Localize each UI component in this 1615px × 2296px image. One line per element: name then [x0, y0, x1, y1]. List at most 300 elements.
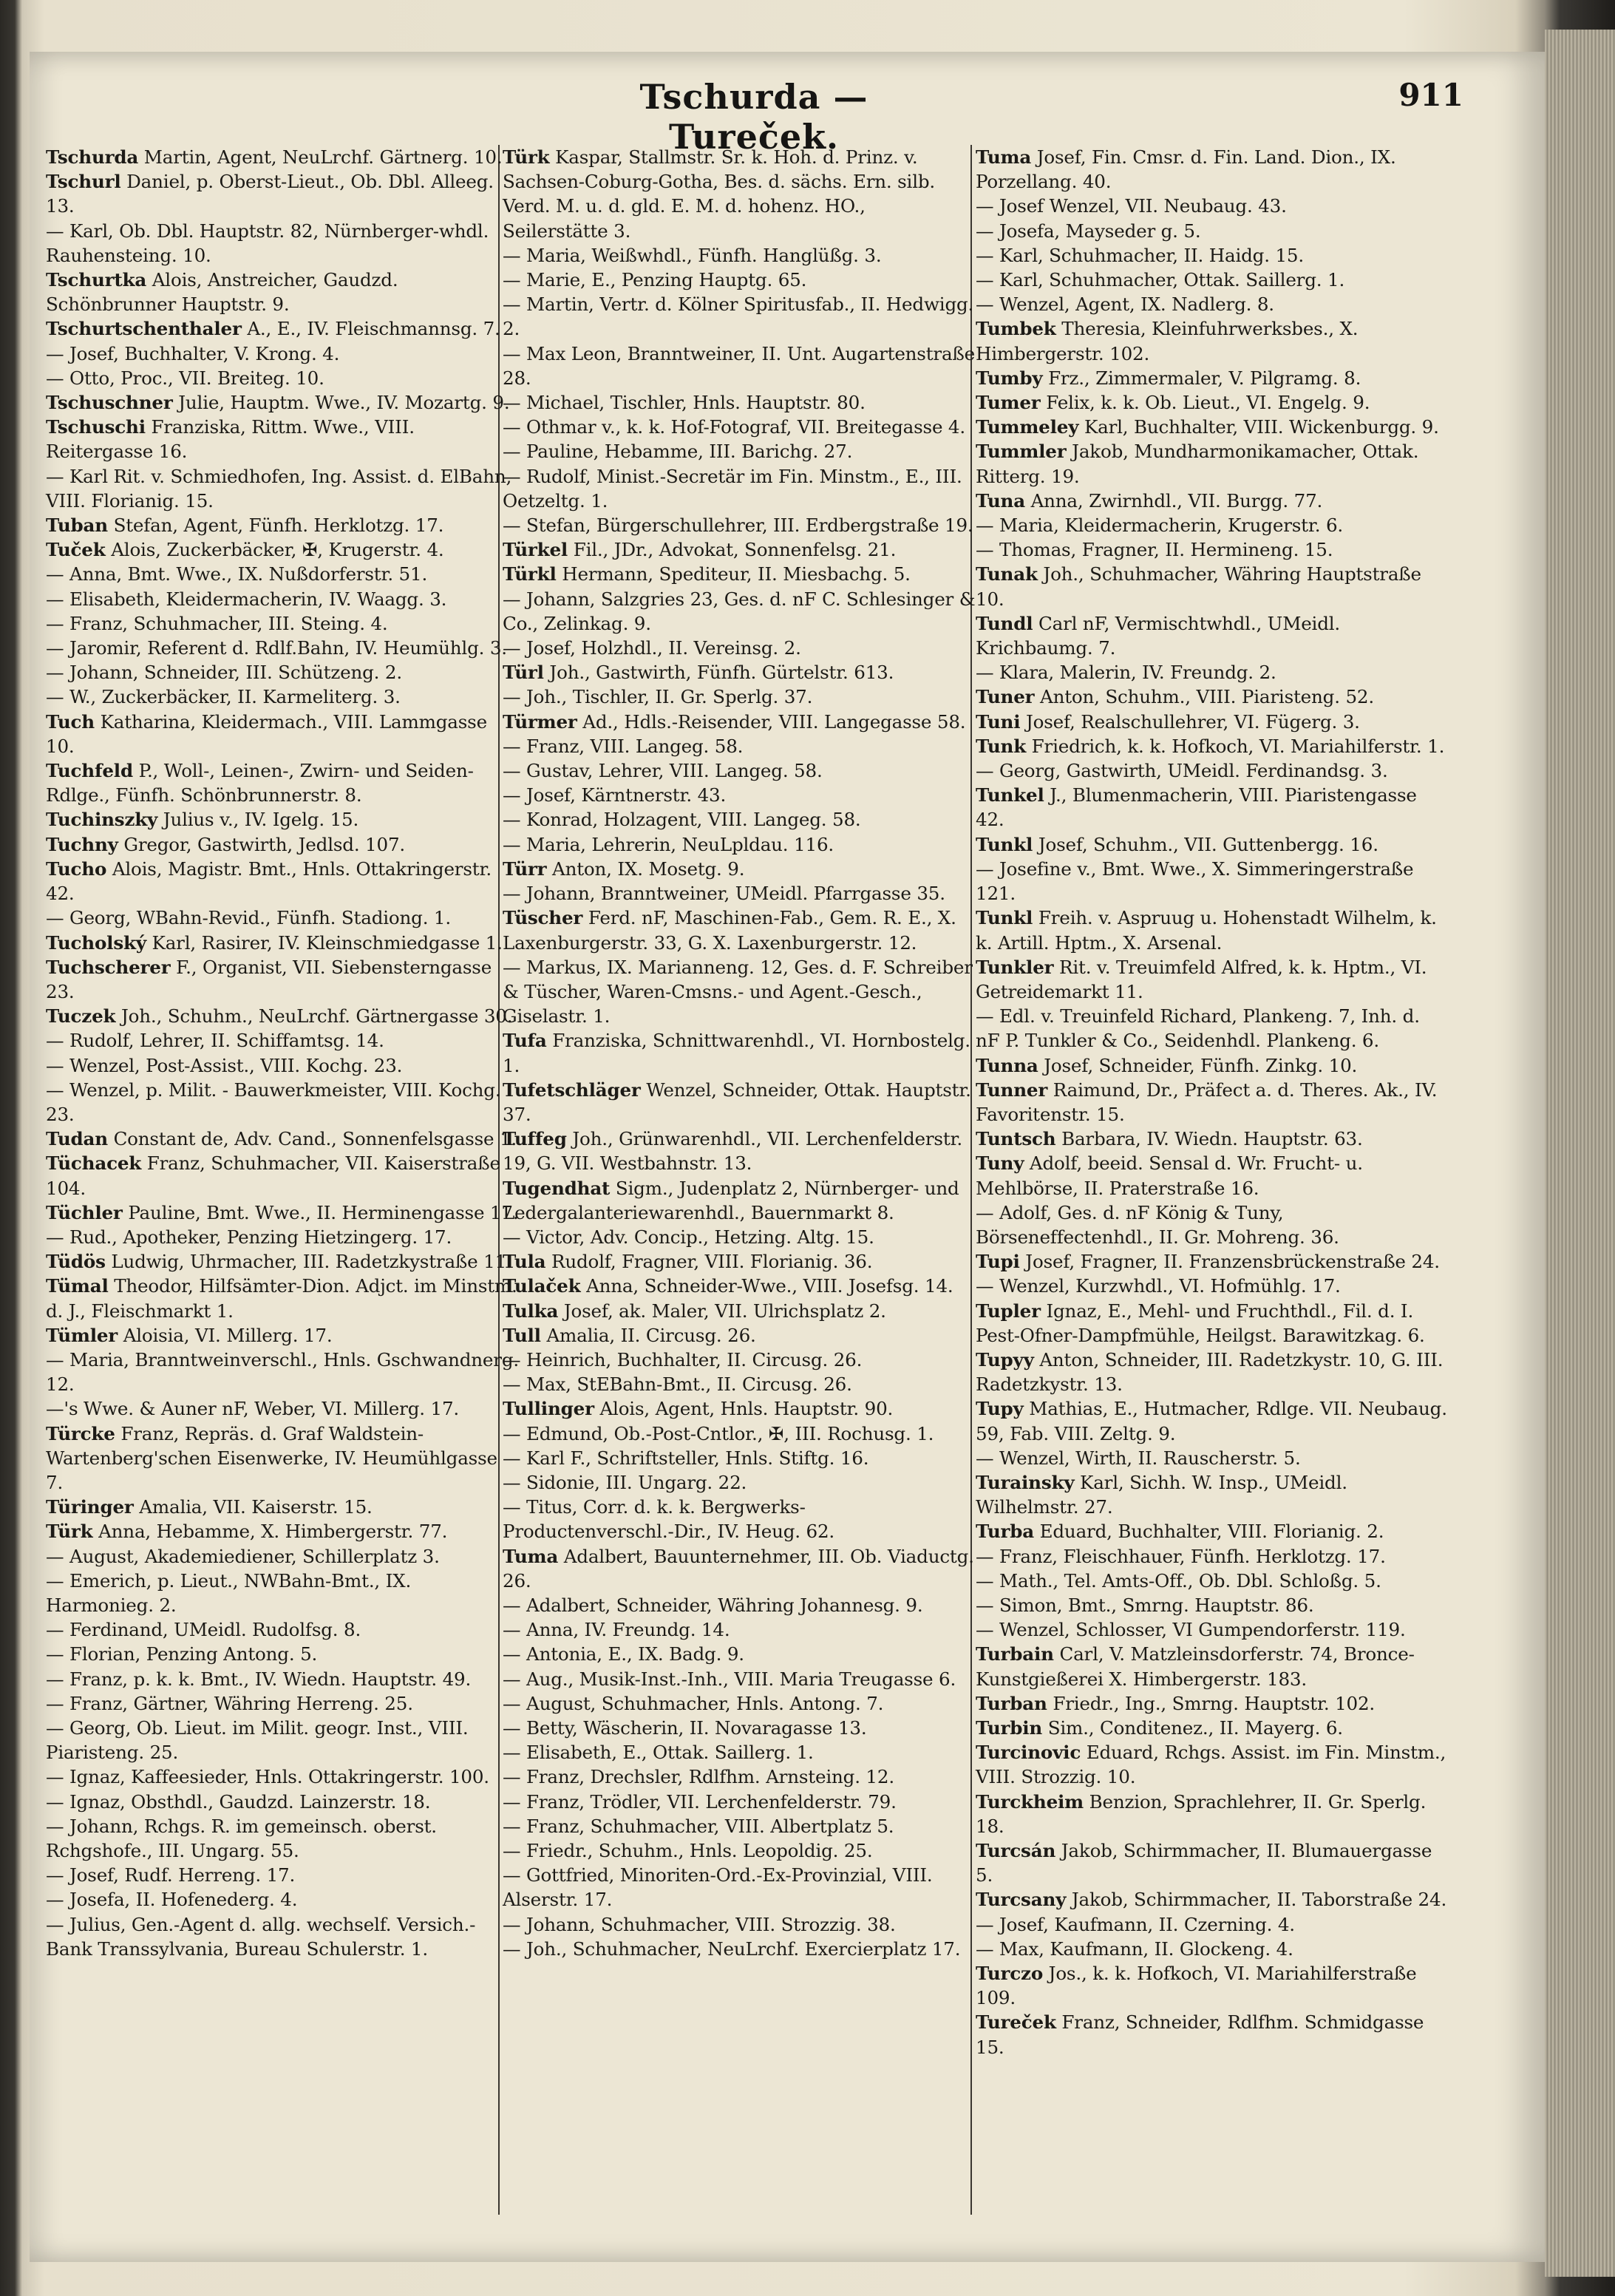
entry-surname: Türkl [503, 563, 557, 585]
directory-entry [503, 1495, 976, 1543]
entry-details: Ad., Hdls.-Reisender, VIII. Langegasse 58. [582, 710, 966, 733]
entry-surname: Tüchacek [46, 1152, 142, 1175]
directory-entry [503, 513, 976, 537]
directory-entry [503, 906, 976, 954]
entry-details: Franz, Schuhmacher, VII. Kaiserstraße 104. [46, 1152, 500, 1199]
directory-entry [503, 1937, 976, 1961]
entry-surname: Tschurl [46, 171, 121, 193]
directory-column-1 [46, 145, 519, 1961]
entry-details: — Sidonie, III. Ungarg. 22. [503, 1471, 747, 1493]
entry-surname: Tüchler [46, 1201, 123, 1223]
directory-entry [503, 562, 976, 586]
directory-entry [46, 316, 519, 341]
directory-entry [503, 710, 976, 734]
directory-entry [976, 955, 1449, 1004]
entry-details: Eduard, Buchhalter, VIII. Florianig. 2. [1039, 1521, 1384, 1543]
entry-details: — Simon, Bmt., Smrng. Hauptstr. 86. [976, 1594, 1314, 1616]
entry-details: — Karl Rit. v. Schmiedhofen, Ing. Assist. d. ElBahn, VIII. Florianig. 15. [46, 465, 512, 512]
entry-surname: Tschuschi [46, 416, 146, 438]
entry-details: F., Organist, VII. Siebensterngasse 23. [46, 956, 492, 1002]
entry-details: Friedrich, k. k. Hofkoch, VI. Mariahilferstr. 1. [1031, 735, 1445, 757]
directory-column-2 [503, 145, 976, 1961]
entry-details: — Max, Kaufmann, II. Glockeng. 4. [976, 1937, 1293, 1960]
entry-details: — Emerich, p. Lieut., NWBahn-Bmt., IX. Harmonieg. 2. [46, 1569, 412, 1616]
directory-entry [46, 1790, 519, 1814]
entry-details: — Josefa, II. Hofenederg. 4. [46, 1889, 298, 1911]
entry-surname: Tuchscherer [46, 956, 171, 978]
entry-details: Ignaz, E., Mehl- und Fruchthdl., Fil. d. I. Pest-Ofner-Dampfmühle, Heilgst. Barawitzkag. 6. [976, 1300, 1425, 1346]
page-edges [1545, 30, 1615, 2277]
entry-details: — Florian, Penzing Antong. 5. [46, 1643, 318, 1665]
directory-entry [976, 1004, 1449, 1053]
entry-surname: Tulka [503, 1300, 559, 1322]
entry-details: — August, Akademiediener, Schillerplatz 3. [46, 1545, 440, 1567]
entry-surname: Tunkl [976, 833, 1033, 855]
entry-details: Adalbert, Bauunternehmer, III. Ob. Viaductg. 26. [503, 1545, 974, 1592]
directory-entry [46, 219, 519, 268]
entry-details: Fil., JDr., Advokat, Sonnenfelsg. 21. [573, 539, 897, 561]
directory-column-3 [976, 145, 1449, 2059]
entry-details: Carl nF, Vermischtwhdl., UMeidl. Krichbaumg. 7. [976, 612, 1341, 659]
entry-surname: Tuna [976, 489, 1025, 512]
directory-entry [46, 758, 519, 807]
entry-surname: Tuny [976, 1152, 1024, 1175]
directory-entry [503, 1274, 976, 1298]
entry-surname: Turckheim [976, 1790, 1084, 1813]
entry-surname: Tummler [976, 441, 1067, 463]
entry-details: Ludwig, Uhrmacher, III. Radetzkystraße 11. [111, 1251, 512, 1273]
entry-details: — Georg, WBahn-Revid., Fünfh. Stadiong. 1. [46, 907, 451, 929]
entry-surname: Tumbek [976, 318, 1056, 340]
entry-details: — Edl. v. Treuinfeld Richard, Plankeng. 7, Inh. d. nF P. Tunkler & Co., Seidenhdl. Plankeng. 6. [976, 1005, 1420, 1052]
entry-details: — Pauline, Hebamme, III. Barichg. 27. [503, 441, 853, 463]
directory-entry [46, 366, 519, 390]
entry-surname: Tunkler [976, 956, 1054, 978]
directory-entry [46, 1274, 519, 1322]
directory-entry [503, 1470, 976, 1495]
entry-details: Josef, ak. Maler, VII. Ulrichsplatz 2. [563, 1300, 886, 1322]
directory-entry [976, 1470, 1449, 1519]
entry-details: — Gottfried, Minoriten-Ord.-Ex-Provinzial, VIII. Alserstr. 17. [503, 1864, 933, 1911]
entry-details: Theodor, Hilfsämter-Dion. Adjct. im Minstm. d. J., Fleischmarkt 1. [46, 1275, 517, 1322]
entry-details: — Franz, Fleischhauer, Fünfh. Herklotzg. 17. [976, 1545, 1386, 1567]
directory-entry [976, 2010, 1449, 2059]
entry-details: — Josef, Kaufmann, II. Czerning. 4. [976, 1913, 1295, 1935]
entry-surname: Tupy [976, 1398, 1024, 1420]
entry-surname: Tuch [46, 710, 95, 733]
directory-entry [503, 439, 976, 463]
entry-surname: Tupyy [976, 1348, 1034, 1371]
entry-details: Alois, Zuckerbäcker, ✠, Krugerstr. 4. [111, 539, 444, 561]
directory-entry [976, 1642, 1449, 1691]
directory-entry [46, 636, 519, 660]
entry-surname: Tunk [976, 735, 1027, 757]
entry-details: — Maria, Weißwhdl., Fünfh. Hanglüßg. 3. [503, 244, 882, 266]
directory-entry [976, 194, 1449, 218]
directory-entry [503, 415, 976, 439]
entry-details: Franziska, Rittm. Wwe., VIII. Reitergasse 16. [46, 416, 415, 463]
directory-entry [503, 1372, 976, 1396]
directory-entry [503, 685, 976, 709]
entry-details: — Franz, p. k. k. Bmt., IV. Wiedn. Hauptstr. 49. [46, 1668, 472, 1690]
directory-entry [976, 390, 1449, 415]
entry-surname: Türl [503, 662, 544, 684]
entry-surname: Tuner [976, 686, 1035, 708]
entry-details: Jakob, Schirmmacher, II. Taborstraße 24. [1071, 1889, 1447, 1911]
entry-details: Pauline, Bmt. Wwe., II. Herminengasse 17. [128, 1201, 519, 1223]
entry-details: Franz, Schneider, Rdlfhm. Schmidgasse 15. [976, 2011, 1424, 2058]
entry-details: — Edmund, Ob.-Post-Cntlor., ✠, III. Rochusg. 1. [503, 1422, 934, 1444]
entry-surname: Tunner [976, 1079, 1048, 1101]
entry-details: — Johann, Schneider, III. Schützeng. 2. [46, 662, 402, 684]
directory-entry [976, 1078, 1449, 1127]
entry-surname: Tufetschläger [503, 1079, 641, 1101]
entry-details: — Anna, IV. Freundg. 14. [503, 1619, 730, 1641]
entry-surname: Tumer [976, 392, 1041, 414]
entry-details: Martin, Agent, NeuLrchf. Gärtnerg. 10. [143, 146, 503, 168]
directory-entry [503, 464, 976, 513]
directory-entry [976, 292, 1449, 316]
running-head: Tschurda — Tureček. [639, 77, 868, 157]
entry-details: — Aug., Musik-Inst.-Inh., VIII. Maria Treugasse 6. [503, 1668, 956, 1690]
directory-entry [46, 513, 519, 537]
entry-details: — Wenzel, Schlosser, VI Gumpendorferstr. 119. [976, 1619, 1406, 1641]
entry-surname: Tüdös [46, 1251, 106, 1273]
entry-details: — Ignaz, Kaffeesieder, Hnls. Ottakringerstr. 100. [46, 1766, 489, 1788]
entry-surname: Tuchny [46, 833, 118, 855]
directory-entry [46, 1642, 519, 1666]
entry-details: — Marie, E., Penzing Hauptg. 65. [503, 269, 807, 291]
entry-details: J., Blumenmacherin, VIII. Piaristengasse 42. [976, 784, 1417, 831]
entry-surname: Tunkel [976, 784, 1044, 806]
entry-surname: Tümler [46, 1324, 118, 1346]
directory-entry [503, 1249, 976, 1274]
directory-entry [46, 342, 519, 366]
entry-details: — Heinrich, Buchhalter, II. Circusg. 26. [503, 1348, 863, 1371]
directory-entry [503, 955, 976, 1029]
directory-entry [46, 1396, 519, 1421]
directory-entry [503, 1912, 976, 1937]
directory-entry [46, 1887, 519, 1912]
entry-details: — Max Leon, Branntweiner, II. Unt. Augartenstraße 28. [503, 342, 976, 389]
entry-details: — Adolf, Ges. d. nF König & Tuny, Börseneffectenhdl., II. Gr. Mohreng. 36. [976, 1201, 1339, 1248]
directory-entry [503, 660, 976, 685]
directory-entry [46, 1225, 519, 1249]
directory-entry [46, 685, 519, 709]
entry-details: Josef, Realschullehrer, VI. Fügerg. 3. [1025, 710, 1360, 733]
entry-details: — Franz, Trödler, VII. Lerchenfelderstr. 79. [503, 1790, 897, 1813]
entry-surname: Tuban [46, 514, 108, 537]
directory-entry [503, 1642, 976, 1666]
directory-entry [976, 415, 1449, 439]
entry-details: Rudolf, Fragner, VIII. Florianig. 36. [551, 1251, 873, 1273]
directory-entry [503, 1396, 976, 1421]
entry-details: — Josef, Holzhdl., II. Vereinsg. 2. [503, 637, 801, 659]
directory-entry [46, 562, 519, 586]
directory-entry [976, 758, 1449, 783]
entry-details: — Gustav, Lehrer, VIII. Langeg. 58. [503, 760, 823, 782]
entry-details: Anton, Schuhm., VIII. Piaristeng. 52. [1040, 686, 1374, 708]
entry-surname: Tupi [976, 1251, 1020, 1273]
directory-entry [503, 1422, 976, 1446]
directory-entry [976, 1593, 1449, 1617]
entry-details: Mathias, E., Hutmacher, Rdlge. VII. Neubaug. 59, Fab. VIII. Zeltg. 9. [976, 1398, 1447, 1444]
entry-details: — Ignaz, Obsthdl., Gaudzd. Lainzerstr. 18. [46, 1790, 431, 1813]
directory-entry [976, 316, 1449, 365]
entry-details: Joh., Grünwarenhdl., VII. Lerchenfelderstr. 19, G. VII. Westbahnstr. 13. [503, 1128, 962, 1175]
entry-details: — Rudolf, Lehrer, II. Schiffamtsg. 14. [46, 1030, 384, 1052]
entry-details: Ferd. nF, Maschinen-Fab., Gem. R. E., X. Laxenburgerstr. 33, G. X. Laxenburgerstr. 12. [503, 907, 956, 954]
entry-surname: Turcinovic [976, 1742, 1081, 1764]
directory-entry [976, 366, 1449, 390]
directory-entry [976, 783, 1449, 832]
entry-surname: Turainsky [976, 1471, 1075, 1493]
directory-entry [503, 1790, 976, 1814]
entry-surname: Turcsán [976, 1840, 1056, 1862]
entry-details: Karl, Sichh. W. Insp., UMeidl. Wilhelmstr. 27. [976, 1471, 1347, 1518]
entry-details: Alois, Magistr. Bmt., Hnls. Ottakringerstr. 42. [46, 857, 492, 905]
directory-entry [976, 1127, 1449, 1151]
entry-details: Raimund, Dr., Präfect a. d. Theres. Ak., IV. Favoritenstr. 15. [976, 1079, 1438, 1125]
directory-entry [976, 489, 1449, 513]
directory-entry [976, 1053, 1449, 1078]
entry-details: Amalia, II. Circusg. 26. [546, 1324, 756, 1346]
entry-details: — Johann, Salzgries 23, Ges. d. nF C. Schlesinger & Co., Zelinkag. 9. [503, 588, 976, 634]
directory-entry [976, 832, 1449, 857]
entry-details: Constant de, Adv. Cand., Sonnenfelsgasse 1. [113, 1128, 517, 1150]
entry-surname: Tummeley [976, 416, 1079, 438]
directory-entry [976, 1691, 1449, 1716]
entry-details: — Maria, Kleidermacherin, Krugerstr. 6. [976, 514, 1344, 537]
directory-entry [503, 1446, 976, 1470]
entry-details: Joh., Schuhm., NeuLrchf. Gärtnergasse 30. [120, 1005, 513, 1028]
directory-entry [503, 268, 976, 292]
entry-surname: Tuntsch [976, 1128, 1056, 1150]
entry-details: Benzion, Sprachlehrer, II. Gr. Sperlg. 18. [976, 1790, 1427, 1837]
directory-entry [46, 1667, 519, 1691]
entry-details: — Karl, Schuhmacher, Ottak. Saillerg. 1. [976, 269, 1345, 291]
entry-details: — Johann, Branntweiner, UMeidl. Pfarrgasse 35. [503, 883, 945, 905]
entry-details: — Markus, IX. Marianneng. 12, Ges. d. F. Schreiber & Tüscher, Waren-Cmsns.- und Agent.-Gesch., Giselastr. 1. [503, 956, 973, 1028]
entry-surname: Tufa [503, 1030, 547, 1052]
directory-entry [46, 1323, 519, 1348]
entry-details: — Joh., Schuhmacher, NeuLrchf. Exercierplatz 17. [503, 1937, 961, 1960]
entry-surname: Tuček [46, 539, 106, 561]
entry-details: Julius v., IV. Igelg. 15. [163, 809, 359, 831]
directory-entry [976, 660, 1449, 685]
directory-entry [46, 145, 519, 169]
entry-details: Alois, Agent, Hnls. Hauptstr. 90. [599, 1398, 894, 1420]
entry-surname: Tunak [976, 563, 1038, 585]
entry-details: Kaspar, Stallmstr. Sr. k. Hoh. d. Prinz. v. Sachsen-Coburg-Gotha, Bes. d. sächs. Ern. silb. Verd. M. u. d. gld. E. M. d. hohenz. HO., Seilerstätte 3. [503, 146, 936, 242]
directory-entry [976, 1838, 1449, 1887]
directory-entry [46, 390, 519, 415]
entry-details: — Karl, Schuhmacher, II. Haidg. 15. [976, 244, 1304, 266]
entry-details: Stefan, Agent, Fünfh. Herklotzg. 17. [113, 514, 444, 537]
directory-entry [46, 1028, 519, 1053]
entry-details: — Titus, Corr. d. k. k. Bergwerks-Productenverschl.-Dir., IV. Heug. 62. [503, 1496, 835, 1543]
entry-details: — Adalbert, Schneider, Währing Johannesg. 9. [503, 1594, 923, 1616]
entry-details: — Josefa, Mayseder g. 5. [976, 220, 1201, 242]
entry-surname: Tuma [503, 1545, 559, 1567]
entry-details: — Franz, Gärtner, Währing Herreng. 25. [46, 1692, 413, 1714]
directory-entry [976, 1961, 1449, 2010]
directory-entry [976, 1544, 1449, 1569]
entry-surname: Turbin [976, 1717, 1043, 1739]
entry-surname: Tuma [976, 146, 1032, 168]
directory-entry [976, 611, 1449, 660]
directory-entry [976, 1912, 1449, 1937]
directory-entry [503, 342, 976, 390]
entry-details: Josef, Fragner, II. Franzensbrückenstraße 24. [1025, 1251, 1440, 1273]
directory-entry [46, 660, 519, 685]
entry-details: Hermann, Spediteur, II. Miesbachg. 5. [562, 563, 911, 585]
directory-entry [976, 1519, 1449, 1543]
directory-entry [976, 734, 1449, 758]
directory-entry [976, 562, 1449, 611]
page-number: 911 [1398, 77, 1463, 113]
entry-details: Josef, Fin. Cmsr. d. Fin. Land. Dion., IX. Porzellang. 40. [976, 146, 1396, 193]
entry-details: — Ferdinand, UMeidl. Rudolfsg. 8. [46, 1619, 361, 1641]
entry-details: Frz., Zimmermaler, V. Pilgramg. 8. [1048, 367, 1361, 389]
directory-entry [46, 1569, 519, 1617]
entry-details: — Rud., Apotheker, Penzing Hietzingerg. 17. [46, 1226, 452, 1248]
entry-details: — Wenzel, Wirth, II. Rauscherstr. 5. [976, 1447, 1301, 1469]
directory-entry [976, 1299, 1449, 1348]
entry-surname: Tundl [976, 612, 1033, 634]
directory-entry [46, 1912, 519, 1961]
directory-entry [976, 1249, 1449, 1274]
directory-entry [976, 1716, 1449, 1740]
entry-details: — Jaromir, Referent d. Rdlf.Bahn, IV. Heumühlg. 3. [46, 637, 507, 659]
directory-entry [976, 1348, 1449, 1396]
directory-entry [503, 1593, 976, 1617]
entry-details: Jakob, Schirmmacher, II. Blumauergasse 5. [976, 1840, 1432, 1886]
directory-entry [46, 906, 519, 930]
directory-entry [976, 513, 1449, 537]
entry-details: — Otto, Proc., VII. Breiteg. 10. [46, 367, 324, 389]
directory-entry [503, 1691, 976, 1716]
entry-surname: Tschurtka [46, 269, 147, 291]
entry-details: Amalia, VII. Kaiserstr. 15. [139, 1496, 373, 1518]
entry-details: — W., Zuckerbäcker, II. Karmeliterg. 3. [46, 686, 401, 708]
entry-details: — Antonia, E., IX. Badg. 9. [503, 1643, 744, 1665]
directory-entry [503, 1814, 976, 1838]
entry-surname: Tucho [46, 857, 107, 880]
directory-entry [46, 955, 519, 1004]
entry-surname: Türk [503, 146, 550, 168]
directory-entry [46, 710, 519, 758]
entry-surname: Türr [503, 857, 547, 880]
entry-surname: Tucholský [46, 931, 146, 954]
entry-details: Anton, IX. Mosetg. 9. [552, 857, 745, 880]
directory-entry [46, 1127, 519, 1151]
entry-details: — Johann, Rchgs. R. im gemeinsch. oberst. Rchgshofe., III. Ungarg. 55. [46, 1815, 437, 1862]
directory-entry [503, 1617, 976, 1642]
entry-surname: Turban [976, 1692, 1047, 1714]
entry-details: Sigm., Judenplatz 2, Nürnberger- und Ledergalanteriewarenhdl., Bauernmarkt 8. [503, 1177, 959, 1223]
directory-entry [46, 931, 519, 955]
entry-details: — Josef, Buchhalter, V. Krong. 4. [46, 342, 340, 364]
entry-details: Eduard, Rchgs. Assist. im Fin. Minstm., VIII. Strozzig. 10. [976, 1742, 1446, 1788]
directory-entry [976, 1200, 1449, 1249]
entry-surname: Türinger [46, 1496, 134, 1518]
directory-entry [503, 857, 976, 881]
entry-details: P., Woll-, Leinen-, Zwirn- und Seiden-Rdlge., Fünfh. Schönbrunnerstr. 8. [46, 760, 474, 806]
directory-entry [46, 537, 519, 562]
directory-entry [503, 1667, 976, 1691]
directory-entry [976, 439, 1449, 488]
entry-details: — Anna, Bmt. Wwe., IX. Nußdorferstr. 51. [46, 563, 428, 585]
entry-details: — Josef Wenzel, VII. Neubaug. 43. [976, 195, 1287, 217]
entry-details: — August, Schuhmacher, Hnls. Antong. 7. [503, 1692, 884, 1714]
entry-surname: Tschurtschenthaler [46, 318, 242, 340]
directory-entry [46, 1249, 519, 1274]
directory-entry [976, 1740, 1449, 1789]
entry-surname: Türcke [46, 1422, 115, 1444]
entry-surname: Tunna [976, 1054, 1038, 1076]
entry-surname: Tümal [46, 1275, 109, 1297]
entry-details: Aloisia, VI. Millerg. 17. [123, 1324, 333, 1346]
directory-entry [976, 145, 1449, 194]
directory-entry [976, 1446, 1449, 1470]
entry-details: — Franz, Schuhmacher, VIII. Albertplatz 5. [503, 1815, 894, 1837]
directory-entry [503, 1740, 976, 1765]
entry-surname: Tuffeg [503, 1128, 567, 1150]
directory-entry [976, 1569, 1449, 1593]
entry-details: Julie, Hauptm. Wwe., IV. Mozartg. 9. [178, 392, 510, 414]
entry-surname: Turbain [976, 1643, 1054, 1665]
directory-entry [503, 1765, 976, 1789]
entry-details: — Othmar v., k. k. Hof-Fotograf, VII. Breitegasse 4. [503, 416, 965, 438]
entry-details: — Franz, Schuhmacher, III. Steing. 4. [46, 612, 388, 634]
directory-entry [503, 1078, 976, 1127]
directory-entry [46, 1765, 519, 1789]
directory-entry [503, 145, 976, 243]
entry-details: — Karl, Ob. Dbl. Hauptstr. 82, Nürnberger-whdl. Rauhensteing. 10. [46, 220, 489, 266]
entry-details: — Franz, VIII. Langeg. 58. [503, 735, 744, 757]
entry-details: — Stefan, Bürgerschullehrer, III. Erdbergstraße 19. [503, 514, 973, 537]
entry-details: Sim., Conditenez., II. Mayerg. 6. [1047, 1717, 1343, 1739]
directory-entry [46, 1814, 519, 1863]
directory-entry [46, 1863, 519, 1887]
entry-surname: Tumby [976, 367, 1043, 389]
entry-details: — Wenzel, p. Milit. - Bauwerkmeister, VIII. Kochg. 23. [46, 1079, 501, 1125]
entry-details: — Victor, Adv. Concip., Hetzing. Altg. 15. [503, 1226, 874, 1248]
entry-details: Anton, Schneider, III. Radetzkystr. 10, G. III. Radetzkystr. 13. [976, 1348, 1444, 1396]
entry-details: — Georg, Ob. Lieut. im Milit. geogr. Inst., VIII. Piaristeng. 25. [46, 1717, 469, 1764]
directory-entry [503, 390, 976, 415]
directory-entry [46, 169, 519, 218]
entry-details: — Martin, Vertr. d. Kölner Spiritusfab., II. Hedwigg. 2. [503, 293, 974, 340]
entry-details: Jakob, Mundharmonikamacher, Ottak. Ritterg. 19. [976, 441, 1419, 487]
directory-entry [46, 1519, 519, 1543]
entry-surname: Tunkl [976, 907, 1033, 929]
directory-entry [46, 1544, 519, 1569]
entry-details: Gregor, Gastwirth, Jedlsd. 107. [123, 833, 406, 855]
entry-details: — Georg, Gastwirth, UMeidl. Ferdinandsg. 3. [976, 760, 1388, 782]
entry-details: — Math., Tel. Amts-Off., Ob. Dbl. Schloßg. 5. [976, 1569, 1381, 1592]
entry-details: — Max, StEBahn-Bmt., II. Circusg. 26. [503, 1373, 852, 1396]
entry-details: Adolf, beeid. Sensal d. Wr. Frucht- u. Mehlbörse, II. Praterstraße 16. [976, 1152, 1363, 1199]
entry-surname: Tupler [976, 1300, 1041, 1322]
entry-details: Josef, Schneider, Fünfh. Zinkg. 10. [1044, 1054, 1358, 1076]
entry-details: — Elisabeth, E., Ottak. Saillerg. 1. [503, 1742, 814, 1764]
directory-entry [976, 243, 1449, 268]
entry-details: Franziska, Schnittwarenhdl., VI. Hornbostelg. 1. [503, 1030, 970, 1076]
directory-entry [976, 1617, 1449, 1642]
entry-details: — Maria, Lehrerin, NeuLpldau. 116. [503, 833, 834, 855]
